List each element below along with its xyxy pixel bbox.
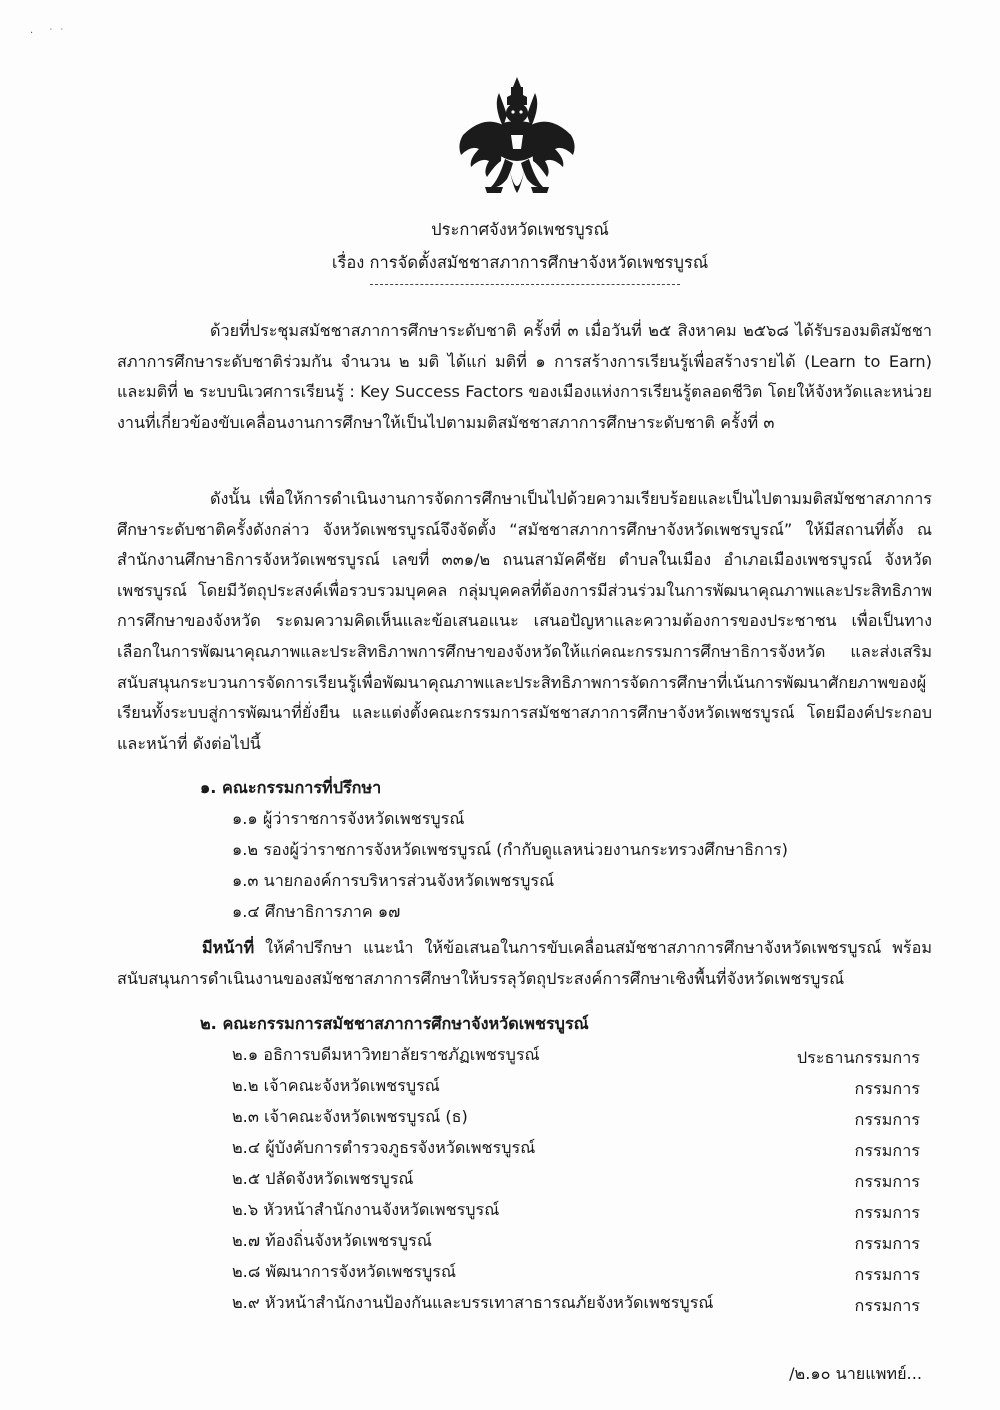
announcement-subject: เรื่อง การจัดตั้งสมัชชาสภาการศึกษาจังหวัดเพชรบูรณ์ — [331, 253, 709, 272]
member-role: กรรมการ — [854, 1203, 920, 1222]
member-name: ๒.๕ ปลัดจังหวัดเพชรบูรณ์ — [232, 1169, 414, 1188]
title-divider — [370, 284, 680, 285]
member-name: ๒.๙ หัวหน้าสำนักงานป้องกันและบรรเทาสาธารณภัยจังหวัดเพชรบูรณ์ — [232, 1293, 714, 1312]
member-name: ๒.๓ เจ้าคณะจังหวัดเพชรบูรณ์ (ธ) — [232, 1107, 468, 1126]
section2-heading: ๒. คณะกรรมการสมัชชาสภาการศึกษาจังหวัดเพชรบูรณ์ — [200, 1014, 589, 1033]
list-item: ๑.๒ รองผู้ว่าราชการจังหวัดเพชรบูรณ์ (กำกับดูแลหน่วยงานกระทรวงศึกษาธิการ) — [232, 840, 788, 859]
list-item: ๑.๔ ศึกษาธิการภาค ๑๗ — [232, 902, 401, 921]
member-role: กรรมการ — [854, 1296, 920, 1315]
paragraph-establishment: ดังนั้น เพื่อให้การดำเนินงานการจัดการศึกษาเป็นไปด้วยความเรียบร้อยและเป็นไปตามมติสมัชชาสภาการศึกษาระดับชาติครั้งดังกล่าว จังหวัดเพชรบูรณ์จึงจัดตั้ง “สมัชชาสภาการศึกษาจังหวัดเพชรบูรณ์” ให้มีสถานที่ตั้ง ณ สำนักงานศึกษาธิการจังหวัดเพชรบูรณ์ เลขที่ ๓๓๑/๒ ถนนสามัคคีชัย ตำบลในเมือง อำเภอเมืองเพชรบูรณ์ จังหวัดเพชรบูรณ์ โดยมีวัตถุประสงค์เพื่อรวบรวมบุคคล กลุ่มบุคคลที่ต้องการมีส่วนร่วมในการพัฒนาคุณภาพและประสิทธิภาพการศึกษาของจังหวัด ระดมความคิดเห็นและข้อเสนอแนะ เสนอปัญหาและความต้องการของประชาชน เพื่อเป็นทางเลือกในการพัฒนาคุณภาพและประสิทธิภาพการศึกษาของจังหวัดให้แก่คณะกรรมการศึกษาธิการจังหวัด และส่งเสริมสนับสนุนกระบวนการจัดการเรียนรู้เพื่อพัฒนาคุณภาพและประสิทธิภาพการจัดการศึกษาที่เน้นการพัฒนาศักยภาพของผู้เรียนทั้งระบบสู่การพัฒนาที่ยั่งยืน และแต่งตั้งคณะกรรมการสมัชชาสภาการศึกษาจังหวัดเพชรบูรณ์ โดยมีองค์ประกอบและหน้าที่ ดังต่อไปนี้ — [117, 489, 932, 753]
garuda-emblem — [455, 75, 580, 210]
list-item: ๑.๓ นายกองค์การบริหารส่วนจังหวัดเพชรบูรณ์ — [232, 871, 555, 890]
paragraph-intro: ด้วยที่ประชุมสมัชชาสภาการศึกษาระดับชาติ ครั้งที่ ๓ เมื่อวันที่ ๒๕ สิงหาคม ๒๕๖๘ ได้รับรองมติสมัชชาสภาการศึกษาระดับชาติร่วมกัน จำนวน ๒ มติ ได้แก่ มติที่ ๑ การสร้างการเรียนรู้เพื่อสร้างรายได้ (Learn to Earn) และมติที่ ๒ ระบบนิเวศการเรียนรู้ : Key Success Factors ของเมืองแห่งการเรียนรู้ตลอดชีวิต โดยให้จังหวัดและหน่วยงานที่เกี่ยวข้องขับเคลื่อนงานการศึกษาให้เป็นไปตามมติสมัชชาสภาการศึกษาระดับชาติ ครั้งที่ ๓ — [117, 321, 932, 432]
member-name: ๒.๑ อธิการบดีมหาวิทยาลัยราชภัฏเพชรบูรณ์ — [232, 1045, 540, 1064]
scan-specks: · ˙˙ — [30, 28, 71, 39]
list-item: ๑.๑ ผู้ว่าราชการจังหวัดเพชรบูรณ์ — [232, 809, 465, 828]
section1-heading: ๑. คณะกรรมการที่ปรึกษา — [200, 778, 382, 797]
member-role: ประธานกรรมการ — [796, 1048, 920, 1067]
member-role: กรรมการ — [854, 1110, 920, 1129]
announcement-title: ประกาศจังหวัดเพชรบูรณ์ — [431, 220, 609, 239]
member-name: ๒.๖ หัวหน้าสำนักงานจังหวัดเพชรบูรณ์ — [232, 1200, 500, 1219]
duty-text: ให้คำปรึกษา แนะนำ ให้ข้อเสนอในการขับเคลื่อนสมัชชาสภาการศึกษาจังหวัดเพชรบูรณ์ พร้อมสนับสนุนการดำเนินงานของสมัชชาสภาการศึกษาให้บรรลุวัตถุประสงค์การศึกษาเชิงพื้นที่จังหวัดเพชรบูรณ์ — [117, 938, 932, 988]
member-name: ๒.๗ ท้องถิ่นจังหวัดเพชรบูรณ์ — [232, 1231, 432, 1250]
member-name: ๒.๒ เจ้าคณะจังหวัดเพชรบูรณ์ — [232, 1076, 440, 1095]
member-name: ๒.๔ ผู้บังคับการตำรวจภูธรจังหวัดเพชรบูรณ์ — [232, 1138, 536, 1157]
section1-duty — [117, 933, 932, 994]
duty-label: มีหน้าที่ — [202, 938, 255, 957]
page-continuation: /๒.๑๐ นายแพทย์... — [789, 1364, 922, 1383]
member-role: กรรมการ — [854, 1172, 920, 1191]
member-role: กรรมการ — [854, 1234, 920, 1253]
member-role: กรรมการ — [854, 1141, 920, 1160]
member-role: กรรมการ — [854, 1265, 920, 1284]
member-name: ๒.๘ พัฒนาการจังหวัดเพชรบูรณ์ — [232, 1262, 457, 1281]
member-role: กรรมการ — [854, 1079, 920, 1098]
